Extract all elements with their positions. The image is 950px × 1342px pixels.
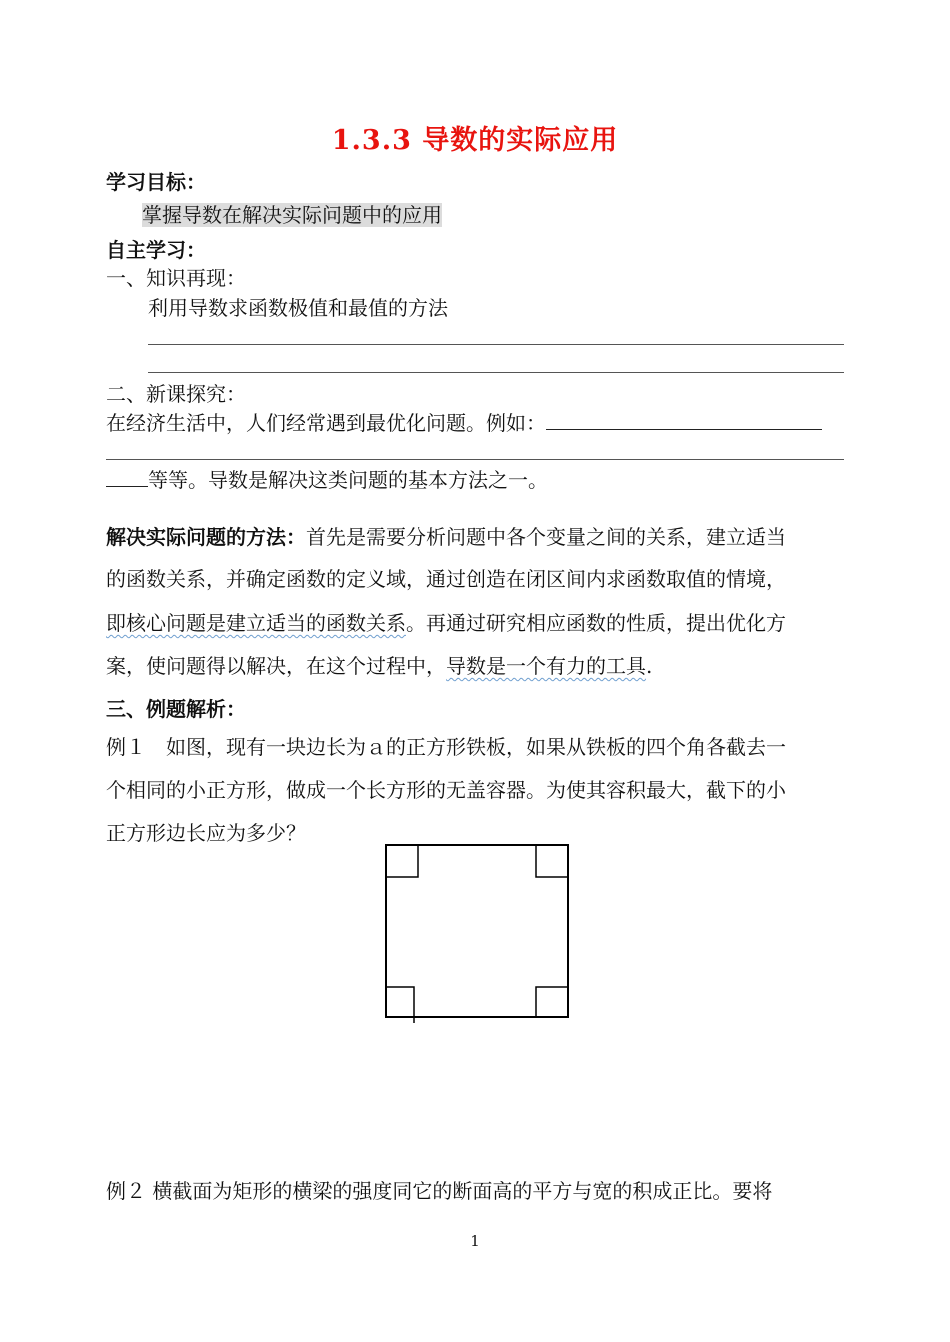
- explore-text-1: 在经济生活中，人们经常遇到最优化问题。例如：: [106, 411, 546, 435]
- method-text-3a: 即核心问题是建立适当的函数关系: [106, 611, 406, 635]
- method-text-4c: .: [646, 654, 653, 678]
- method-text-3b: 。再通过研究相应函数的性质，提出优化方: [406, 611, 786, 635]
- explore-text-line-2: [106, 466, 548, 494]
- example2-line-1: 例２ 横截面为矩形的横梁的强度同它的断面高的平方与宽的积成正比。要将: [106, 1179, 773, 1203]
- fill-blank-1: [546, 411, 822, 430]
- self-study-heading: 自主学习：: [106, 238, 206, 262]
- review-text: 利用导数求函数极值和最值的方法: [148, 296, 448, 320]
- answer-line-3: [106, 459, 844, 460]
- examples-heading: 三、例题解析：: [106, 697, 246, 721]
- corner-square-bottom-right: [536, 987, 568, 1017]
- method-line-4: [106, 652, 652, 680]
- method-line-1: [106, 523, 786, 551]
- page-title: 1.3.3 导数的实际应用: [331, 125, 619, 156]
- explore-heading: 二、新课探究：: [106, 382, 246, 406]
- example1-line-3: 正方形边长应为多少？: [106, 821, 306, 845]
- method-label: 解决实际问题的方法：: [106, 525, 306, 549]
- goal-text: [142, 201, 442, 229]
- answer-line-2: [148, 372, 844, 373]
- method-text-4a: 案，使问题得以解决，在这个过程中，: [106, 654, 446, 678]
- corner-square-top-right: [536, 845, 568, 877]
- fill-blank-2: [106, 468, 148, 487]
- answer-line-1: [148, 344, 844, 345]
- explore-text-2: 等等。导数是解决这类问题的基本方法之一。: [148, 468, 548, 492]
- method-line-2: 的函数关系，并确定函数的定义域，通过创造在闭区间内求函数取值的情境，: [106, 567, 786, 591]
- explore-text-line-1: [106, 409, 822, 437]
- goal-text-highlight: 掌握导数在解决实际问题中的应用: [142, 203, 442, 227]
- review-heading: 一、知识再现：: [106, 266, 246, 290]
- square-plate-diagram: [380, 840, 580, 1030]
- corner-square-top-left: [386, 845, 418, 877]
- method-text-1: 首先是需要分析问题中各个变量之间的关系，建立适当: [306, 525, 786, 549]
- example1-line-2: 个相同的小正方形，做成一个长方形的无盖容器。为使其容积最大，截下的小: [106, 778, 786, 802]
- method-text-4b: 导数是一个有力的工具: [446, 654, 646, 678]
- method-line-3: [106, 609, 786, 637]
- goal-heading: 学习目标：: [106, 170, 206, 194]
- page-number: 1: [470, 1232, 480, 1250]
- example1-line-1: 例１ 如图，现有一块边长为ａ的正方形铁板，如果从铁板的四个角各截去一: [106, 735, 786, 759]
